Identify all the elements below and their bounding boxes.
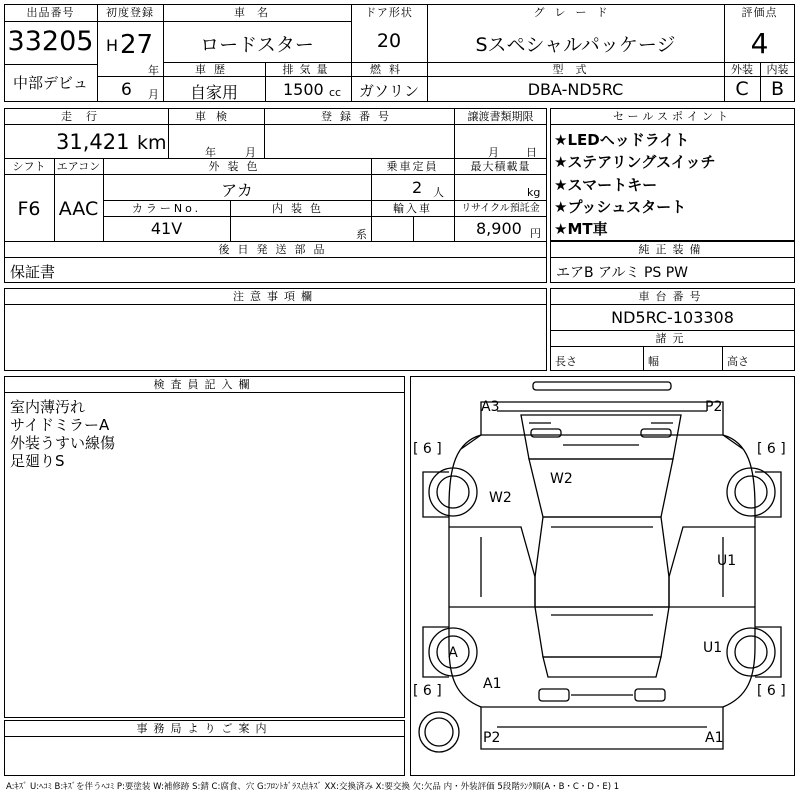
capacity: 2 bbox=[412, 178, 423, 197]
sales-point-item: ★プッシュスタート bbox=[554, 198, 687, 216]
capacity-label: 乗車定員 bbox=[386, 160, 439, 173]
grade-label: グレード bbox=[533, 6, 618, 19]
inspector-line: 外装うすい線傷 bbox=[10, 434, 116, 452]
damage-mark-p2-top: P2 bbox=[705, 399, 723, 415]
import-label: 輸入車 bbox=[393, 202, 432, 215]
transfer-day-unit: 日 bbox=[526, 146, 537, 159]
equipment-value: エアB アルミ PS PW bbox=[556, 265, 689, 281]
recycle-label: リサイクル預託金 bbox=[461, 203, 540, 214]
year-unit: 年 bbox=[148, 64, 159, 77]
mileage-unit: km bbox=[137, 132, 167, 154]
dims-label: 諸元 bbox=[655, 332, 690, 345]
displacement-unit: cc bbox=[329, 86, 342, 99]
month: 6 bbox=[121, 80, 132, 100]
mileage-label: 走行 bbox=[61, 110, 111, 123]
reg-no-label: 登録番号 bbox=[321, 110, 397, 123]
sales-points-label: セールスポイント bbox=[612, 110, 732, 123]
damage-mark-a-circle: A bbox=[448, 645, 458, 661]
month-unit: 月 bbox=[148, 88, 159, 101]
length-label: 長さ bbox=[555, 355, 577, 368]
damage-mark-w2-center: W2 bbox=[550, 471, 573, 487]
legend: A:ｷｽﾞ U:ﾍｺﾐ B:ｷｽﾞを伴うﾍｺﾐ P:要塗装 W:補修跡 S:錆 C:腐食、穴 G:ﾌﾛﾝﾄｶﾞﾗｽ点ｷｽﾞ XX:交換済み X:要交換 欠:欠品 内・外装評価 5段階ﾗﾝｸ順(A・B・C・D・E) 1 bbox=[6, 782, 620, 792]
office-label: 事務局よりご案内 bbox=[136, 722, 273, 735]
year: 27 bbox=[120, 30, 154, 60]
damage-mark-p2-bottom: P2 bbox=[483, 730, 501, 746]
tire-score-rl: [ 6 ] bbox=[413, 683, 442, 699]
color-no-label: カラーNo. bbox=[131, 202, 202, 215]
damage-mark-a1-bottom: A1 bbox=[705, 730, 724, 746]
fuel: ガソリン bbox=[358, 82, 419, 100]
ac: AAC bbox=[58, 198, 99, 220]
exterior-label: 外装 bbox=[731, 63, 753, 76]
car-outline-drawing bbox=[411, 377, 794, 775]
history-label: 車歴 bbox=[195, 63, 233, 76]
recycle-unit: 円 bbox=[530, 227, 541, 240]
door: 20 bbox=[376, 30, 402, 52]
damage-mark-u1-upper: U1 bbox=[717, 553, 737, 569]
shift-label: シフト bbox=[12, 160, 46, 173]
score-label: 評価点 bbox=[741, 6, 778, 19]
inspector-line: 足廻りS bbox=[10, 452, 65, 470]
interior-grade: B bbox=[770, 78, 785, 100]
transfer-month-unit: 月 bbox=[488, 146, 499, 159]
sales-point-item: ★LEDヘッドライト bbox=[554, 131, 690, 149]
lot-number: 33205 bbox=[7, 26, 94, 57]
ext-color-label: 外装色 bbox=[208, 160, 266, 173]
tire-score-rr: [ 6 ] bbox=[757, 683, 786, 699]
chassis-number: ND5RC-103308 bbox=[611, 308, 734, 327]
inspector-label: 検査員記入欄 bbox=[153, 378, 256, 391]
inspector-line: 室内薄汚れ bbox=[10, 398, 86, 416]
model-label: 型式 bbox=[552, 63, 599, 76]
chassis-label: 車台番号 bbox=[638, 290, 707, 303]
height-label: 高さ bbox=[727, 355, 749, 368]
max-load-label: 最大積載量 bbox=[470, 160, 531, 173]
exterior-grade: C bbox=[735, 78, 749, 100]
later-parts: 保証書 bbox=[10, 263, 56, 281]
displacement: 1500 bbox=[283, 80, 324, 99]
tire-score-fl: [ 6 ] bbox=[413, 441, 442, 457]
venue: 中部デビュ bbox=[12, 74, 88, 92]
damage-mark-u1-lower: U1 bbox=[703, 640, 723, 656]
fuel-label: 燃料 bbox=[370, 63, 408, 76]
damage-mark-a1-left: A1 bbox=[483, 676, 502, 692]
displacement-label: 排気量 bbox=[282, 63, 334, 76]
capacity-unit: 人 bbox=[433, 186, 444, 199]
width-label: 幅 bbox=[648, 355, 659, 368]
door-label: ドア形状 bbox=[365, 6, 413, 19]
era: H bbox=[106, 36, 119, 55]
damage-mark-a3: A3 bbox=[481, 399, 500, 415]
sales-point-item: ★MT車 bbox=[554, 220, 608, 238]
color-no: 41V bbox=[150, 219, 183, 238]
first-reg-label: 初度登録 bbox=[106, 6, 154, 19]
transfer-label: 譲渡書類期限 bbox=[467, 110, 534, 123]
equipment-label: 純正装備 bbox=[638, 243, 707, 256]
car-diagram bbox=[410, 376, 795, 776]
inspection-month-unit: 月 bbox=[245, 146, 256, 159]
model: DBA-ND5RC bbox=[527, 80, 624, 99]
history: 自家用 bbox=[189, 83, 238, 102]
inspector-line: サイドミラーA bbox=[10, 416, 110, 434]
mileage: 31,421 bbox=[56, 130, 130, 154]
sales-point-item: ★ステアリングスイッチ bbox=[554, 153, 716, 171]
ext-color: アカ bbox=[221, 181, 253, 200]
inspection-year-unit: 年 bbox=[205, 146, 216, 159]
max-load-unit: kg bbox=[527, 186, 541, 199]
grade: Sスペシャルパッケージ bbox=[475, 34, 676, 56]
interior-label: 内装 bbox=[766, 63, 789, 76]
score: 4 bbox=[750, 27, 769, 60]
car-name: ロードスター bbox=[200, 34, 314, 56]
int-color-unit: 系 bbox=[356, 228, 367, 241]
damage-mark-w2-left: W2 bbox=[489, 490, 512, 506]
car-name-label: 車名 bbox=[234, 6, 280, 19]
shift: F6 bbox=[17, 198, 41, 220]
notes-label: 注意事項欄 bbox=[233, 290, 318, 303]
tire-score-fr: [ 6 ] bbox=[757, 441, 786, 457]
ac-label: エアコン bbox=[56, 160, 101, 173]
lot-no-label: 出品番号 bbox=[26, 6, 75, 19]
recycle: 8,900 bbox=[476, 219, 522, 238]
inspection-label: 車検 bbox=[195, 110, 237, 123]
int-color-label: 内装色 bbox=[272, 202, 329, 215]
later-parts-label: 後日発送部品 bbox=[218, 243, 333, 256]
sales-point-item: ★スマートキー bbox=[554, 176, 658, 194]
